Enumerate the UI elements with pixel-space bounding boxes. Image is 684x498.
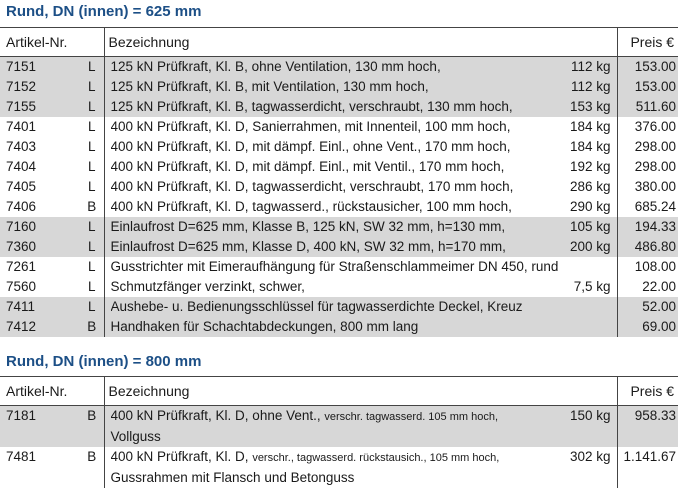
description-text: 400 kN Prüfkraft, Kl. D, tagwasserdicht, verschraubt, 170 mm hoch,: [110, 179, 514, 194]
availability-code: L: [80, 97, 104, 117]
description-text: 400 kN Prüfkraft, Kl. D, Sanierrahmen, mit Innenteil, 100 mm hoch,: [110, 119, 511, 134]
availability-code: L: [80, 297, 104, 317]
header-bezeichnung: Bezeichnung: [104, 28, 617, 57]
article-number: 7404: [6, 159, 37, 174]
description-text: 400 kN Prüfkraft, Kl. D, tagwasserd., rückstausicher, 100 mm hoch,: [110, 199, 512, 214]
description-text: [111, 447, 500, 468]
availability-code: B: [80, 317, 104, 337]
availability-code: L: [88, 279, 96, 294]
availability-code: B: [87, 199, 97, 214]
availability-code: L: [80, 237, 104, 257]
description-text: Einlaufrost D=625 mm, Klasse B, 125 kN, SW 32 mm, h=130 mm,: [110, 219, 506, 234]
availability-code: L: [88, 159, 96, 174]
table-row: [0, 137, 678, 157]
price-value: 22.00: [617, 277, 678, 297]
price-value: 298.00: [617, 137, 678, 157]
article-number: 7155: [0, 97, 80, 117]
availability-code: L: [80, 57, 104, 78]
header-artikel-nr: Artikel-Nr.: [0, 28, 104, 57]
availability-code: L: [80, 217, 104, 237]
description-cell: [104, 77, 617, 97]
weight-value: 302 kg: [569, 449, 611, 464]
article-number: 7261: [6, 259, 37, 274]
table-row: [0, 157, 678, 177]
availability-code: L: [88, 179, 96, 194]
table-row: [0, 447, 678, 488]
description-cell: [104, 97, 617, 117]
table-row: [0, 117, 678, 137]
article-number: 7411: [0, 297, 80, 317]
weight-value: 200 kg: [569, 239, 611, 254]
description-text: Einlaufrost D=625 mm, Klasse D, 400 kN, SW 32 mm, h=170 mm,: [110, 239, 506, 254]
table-row: [0, 257, 678, 277]
price-value: 685.24: [617, 197, 678, 217]
weight-value: 7,5 kg: [573, 279, 611, 294]
table-row: [0, 317, 678, 337]
weight-value: 192 kg: [569, 159, 611, 174]
article-number: 7160: [0, 217, 80, 237]
price-value: 108.00: [617, 257, 678, 277]
weight-value: 184 kg: [569, 119, 611, 134]
description-cell: [104, 317, 617, 337]
article-number: 7403: [6, 139, 37, 154]
header-preis: Preis €: [617, 377, 678, 406]
description-cell: [104, 57, 617, 78]
article-number: 7406: [6, 199, 37, 214]
availability-code: L: [88, 119, 96, 134]
article-number: 7360: [0, 237, 80, 257]
price-value: 380.00: [617, 177, 678, 197]
description-cell: [104, 217, 617, 237]
article-number: 7560: [6, 279, 37, 294]
table-body-625: [0, 57, 678, 338]
description-text: 400 kN Prüfkraft, Kl. D, mit dämpf. Einl., ohne Vent., 170 mm hoch,: [110, 139, 511, 154]
description-small: verschr., tagwasserd. rückstausich., 105 mm hoch,: [252, 452, 500, 464]
description-text: 125 kN Prüfkraft, Kl. B, ohne Ventilation, 130 mm hoch,: [110, 59, 441, 74]
header-preis: Preis €: [617, 28, 678, 57]
availability-code: B: [80, 406, 104, 448]
price-value: 1.141.67: [617, 447, 678, 488]
availability-code: L: [88, 259, 96, 274]
description-main: 400 kN Prüfkraft, Kl. D,: [110, 449, 253, 464]
weight-value: 153 kg: [569, 99, 611, 114]
description-cell: [104, 117, 617, 137]
description-text: 125 kN Prüfkraft, Kl. B, tagwasserdicht, verschraubt, 130 mm hoch,: [110, 99, 513, 114]
description-cell: [104, 177, 617, 197]
header-artikel-nr: Artikel-Nr.: [0, 377, 104, 406]
weight-value: [611, 297, 617, 317]
article-number: 7405: [6, 179, 37, 194]
table-row: [0, 97, 678, 117]
description-cell: [104, 257, 617, 277]
price-value: 153.00: [617, 57, 678, 78]
price-value: 69.00: [617, 317, 678, 337]
table-header-row: [0, 28, 678, 57]
table-row: [0, 77, 678, 97]
article-number: 7151: [0, 57, 80, 78]
price-value: 376.00: [617, 117, 678, 137]
price-value: 52.00: [617, 297, 678, 317]
availability-code: B: [87, 449, 97, 464]
price-value: 153.00: [617, 77, 678, 97]
price-value: 298.00: [617, 157, 678, 177]
weight-value: 112 kg: [570, 79, 611, 94]
price-table-800: [0, 376, 678, 488]
description-cell: [104, 406, 617, 448]
description-text: Aushebe- u. Bedienungsschlüssel für tagwasserdichte Deckel, Kreuz: [110, 299, 523, 314]
description-text: Schmutzfänger verzinkt, schwer,: [110, 279, 305, 294]
price-value: 958.33: [617, 406, 678, 448]
description-text: Handhaken für Schachtabdeckungen, 800 mm lang: [110, 319, 419, 334]
weight-value: 112 kg: [570, 59, 611, 74]
weight-value: 105 kg: [569, 219, 611, 234]
description-text: [111, 406, 499, 427]
description-small: verschr. tagwasserd. 105 mm hoch,: [324, 411, 499, 423]
description-cell: [104, 297, 617, 317]
description-line-2: Vollguss: [110, 429, 161, 444]
price-value: 486.80: [617, 237, 678, 257]
price-value: 194.33: [617, 217, 678, 237]
weight-value: 150 kg: [569, 408, 611, 423]
description-text: Gusstrichter mit Eimeraufhängung für Straßenschlammeimer DN 450, rund: [110, 259, 559, 274]
price-table-625: [0, 27, 678, 337]
weight-value: 286 kg: [569, 179, 611, 194]
availability-code: L: [88, 139, 96, 154]
weight-value: [611, 257, 617, 277]
table-row: [0, 217, 678, 237]
section-title-800: Rund, DN (innen) = 800 mm: [6, 353, 202, 370]
description-main: 400 kN Prüfkraft, Kl. D, ohne Vent.,: [110, 408, 325, 423]
table-row: [0, 297, 678, 317]
table-row: [0, 237, 678, 257]
article-number: 7181: [0, 406, 80, 448]
table-row: [0, 57, 678, 78]
description-text: 400 kN Prüfkraft, Kl. D, mit dämpf. Einl., mit Ventil., 170 mm hoch,: [110, 159, 505, 174]
article-number: 7401: [6, 119, 37, 134]
description-cell: [104, 237, 617, 257]
table-body-800: [0, 406, 678, 489]
description-cell: [104, 277, 617, 297]
description-cell: [104, 447, 617, 488]
table-row: [0, 197, 678, 217]
description-cell: [104, 157, 617, 177]
section-title-625: Rund, DN (innen) = 625 mm: [6, 3, 202, 20]
description-cell: [104, 197, 617, 217]
weight-value: 290 kg: [569, 199, 611, 214]
table-row: [0, 406, 678, 448]
header-bezeichnung: Bezeichnung: [104, 377, 617, 406]
table-row: [0, 177, 678, 197]
description-cell: [104, 137, 617, 157]
description-line-2: Gussrahmen mit Flansch und Betonguss: [110, 470, 355, 485]
article-number: 7481: [6, 449, 37, 464]
weight-value: 184 kg: [569, 139, 611, 154]
table-header-row: [0, 377, 678, 406]
article-number: 7412: [0, 317, 80, 337]
article-number: 7152: [0, 77, 80, 97]
price-value: 511.60: [617, 97, 678, 117]
table-row: [0, 277, 678, 297]
weight-value: [611, 317, 617, 337]
description-text: 125 kN Prüfkraft, Kl. B, mit Ventilation, 130 mm hoch,: [110, 79, 429, 94]
availability-code: L: [80, 77, 104, 97]
